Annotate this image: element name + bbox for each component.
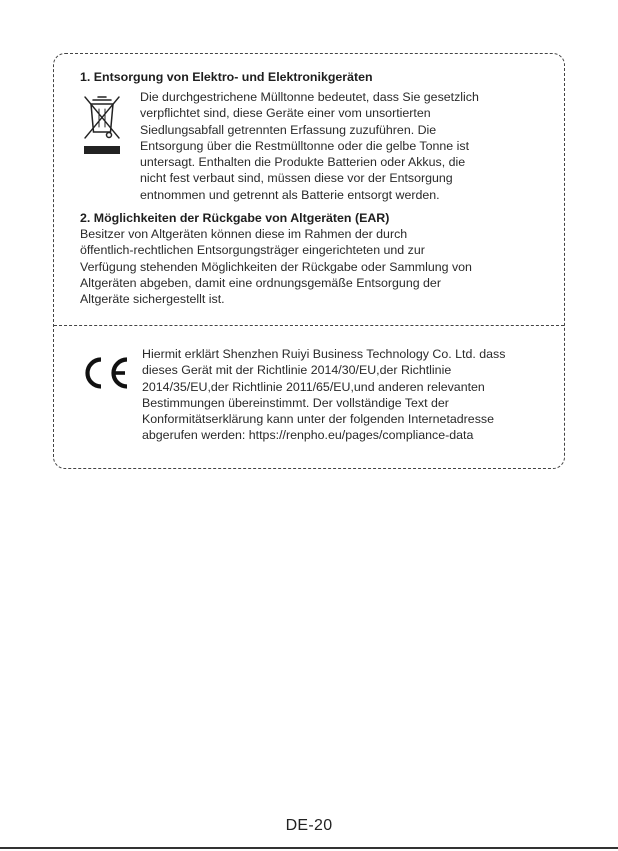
crossed-out-wheelie-bin-icon xyxy=(82,94,122,158)
page-number: DE-20 xyxy=(285,817,333,834)
ear-paragraph: Besitzer von Altgeräten können diese im Rahmen der durch öffentlich-rechtlichen Entsorgungsträger eingerichteten und zur Verfügung stehenden Möglichkeiten der Rückgabe oder Sammlung von Altgeräten abgeben, damit eine ordnungsgemäße Entsorgung der Altgeräte sichergestellt ist. xyxy=(80,227,472,307)
ce-mark-icon xyxy=(81,355,131,391)
bottom-rule xyxy=(0,847,618,849)
conformity-paragraph: Hiermit erklärt Shenzhen Ruiyi Business Technology Co. Ltd. dass dieses Gerät mit der Richtlinie 2014/30/EU,der Richtlinie 2014/35/EU,der Richtlinie 2011/65/EU,und anderen relevanten Bestimmungen übereinstimmt. Der vollständige Text der Konformitätserklärung kann unter der folgenden Internetadresse abgerufen werden: https://renpho.eu/pages/compliance-data xyxy=(142,347,506,443)
section-divider xyxy=(54,325,564,326)
ear-heading: 2. Möglichkeiten der Rückgabe von Altgeräten (EAR) xyxy=(80,211,390,225)
notice-box xyxy=(53,53,565,469)
weee-paragraph: Die durchgestrichene Mülltonne bedeutet, dass Sie gesetzlich verpflichtet sind, diese Geräte einer vom unsortierten Siedlungsabfall getrennten Erfassung zuzuführen. Die Entsorgung über die Restmülltonne oder die gelbe Tonne ist untersagt. Enthalten die Produkte Batterien oder Akkus, die nicht fest verbaut sind, müssen diese vor der Entsorgung entnommen und getrennt als Batterie entsorgt werden. xyxy=(140,90,479,202)
weee-heading: 1. Entsorgung von Elektro- und Elektronikgeräten xyxy=(80,70,373,84)
